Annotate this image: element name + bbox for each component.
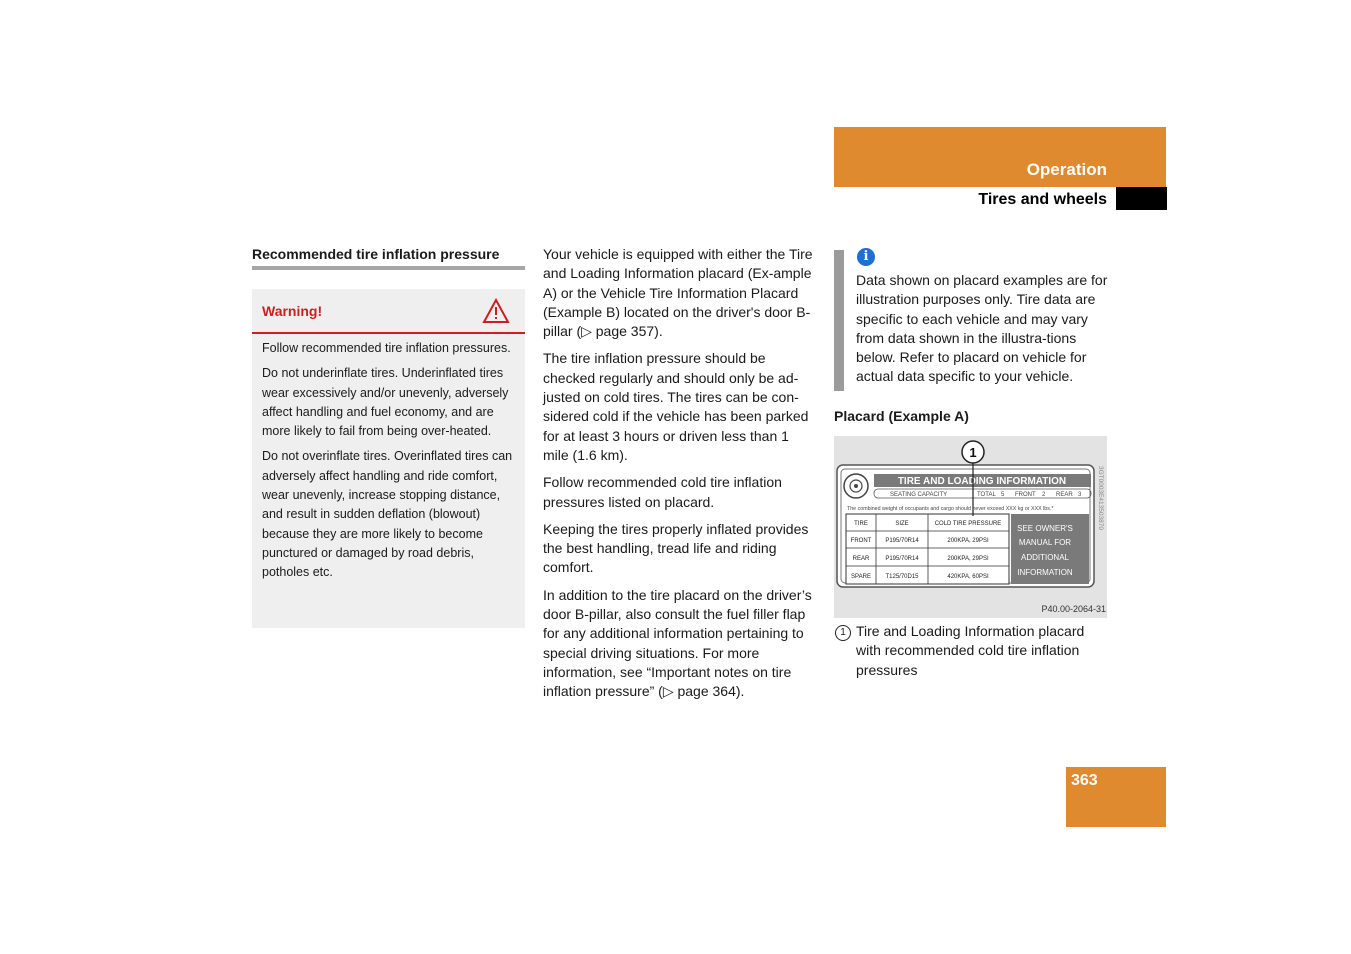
table-header: SIZE	[895, 521, 909, 527]
header-tab-marker	[1116, 187, 1167, 210]
rear-value: 3	[1078, 492, 1082, 498]
manual-note-line: INFORMATION	[1017, 568, 1073, 577]
figure-caption: Tire and Loading Information placard with recommended cold tire inflation pressures	[856, 623, 1085, 678]
placard-illustration	[834, 436, 1107, 618]
total-value: 5	[1001, 492, 1005, 498]
placard-side-code: 3GT0003E413503870	[1097, 466, 1104, 530]
warning-paragraph: Follow recommended tire inflation pressures.	[262, 341, 511, 355]
subsection-title: Tires and wheels	[978, 191, 1107, 208]
body-paragraph: The tire inflation pressure should be checked regularly and should only be ad-justed on cold tires. The tires can be con-sidered cold if the vehicle has been parked for at least 3 hours or driven less than 1 mile (1.6 km).	[543, 350, 809, 463]
table-cell: T125/70D15	[885, 574, 919, 580]
callout-number: 1	[969, 445, 977, 460]
figure-code: P40.00-2064-31	[1041, 604, 1106, 614]
rear-label: REAR	[1056, 492, 1073, 498]
manual-note-line: MANUAL FOR	[1018, 538, 1072, 547]
warning-paragraph: Do not underinflate tires. Underinflated tires wear excessively and/or unevenly, adversely affect handling and fuel economy, and are more likely to fail from being over-heated.	[262, 366, 509, 439]
info-note: Data shown on placard examples are for illustration purposes only. Tire data are specific to each vehicle and may vary from data shown in the illustra-tions below. Refer to placard on vehicle for actual data specific to your vehicle.	[856, 272, 1108, 385]
table-cell: P195/70R14	[885, 538, 919, 544]
section-heading: Recommended tire inflation pressure	[252, 246, 500, 262]
info-icon: i	[857, 248, 875, 266]
caption-number: 1	[835, 625, 851, 641]
warning-title: Warning!	[262, 303, 323, 319]
info-bar	[834, 250, 844, 391]
table-cell: 420KPA, 60PSI	[947, 574, 989, 580]
table-cell: 200KPA, 29PSI	[947, 538, 989, 544]
table-header: TIRE	[854, 521, 868, 527]
warning-triangle-icon	[482, 298, 510, 324]
table-cell: FRONT	[850, 538, 872, 544]
warning-body	[262, 339, 518, 589]
body-paragraph: Keeping the tires properly inflated provides the best handling, tread life and riding comfort.	[543, 520, 809, 576]
front-label: FRONT	[1015, 492, 1036, 498]
table-cell: SPARE	[851, 574, 871, 580]
header-band	[834, 127, 1166, 187]
body-paragraph: In addition to the tire placard on the driver’s door B-pillar, also consult the fuel filler flap for any additional information pertaining to special driving situations. For more information, see “Important notes on tire inflation pressure” (▷ page 364).	[543, 586, 812, 700]
placard-heading: Placard (Example A)	[834, 408, 969, 424]
body-text	[543, 245, 818, 710]
seating-capacity-label: SEATING CAPACITY	[890, 492, 948, 498]
weight-note: The combined weight of occupants and cargo should never exceed XXX kg or XXX lbs.*	[847, 506, 1054, 512]
page-number: 363	[1071, 772, 1098, 789]
placard-title: TIRE AND LOADING INFORMATION	[897, 476, 1067, 487]
placard-figure	[834, 436, 1107, 618]
section-title: Operation	[1026, 160, 1107, 179]
heading-rule	[252, 266, 525, 270]
warning-paragraph: Do not overinflate tires. Overinflated tires can adversely affect handling and ride comfort, wear unevenly, increase stopping distance, and result in sudden deflation (blowout) because they are more likely to become punctured or damaged by road debris, potholes etc.	[262, 449, 513, 580]
body-paragraph: Follow recommended cold tire inflation pressures listed on placard.	[543, 474, 782, 510]
front-value: 2	[1042, 492, 1046, 498]
warning-rule	[252, 332, 525, 334]
table-header: COLD TIRE PRESSURE	[934, 521, 1002, 527]
table-cell: P195/70R14	[885, 556, 919, 562]
table-cell: 200KPA, 29PSI	[947, 556, 989, 562]
table-cell: REAR	[852, 556, 870, 562]
manual-note-line: ADDITIONAL	[1020, 553, 1070, 562]
total-label: TOTAL	[977, 492, 996, 498]
body-paragraph: Your vehicle is equipped with either the Tire and Loading Information placard (Ex-ample A) or the Vehicle Tire Information Placard (Example B) located on the driver's door B-pillar (▷ page 357).	[543, 246, 813, 340]
manual-note-line: SEE OWNER'S	[1017, 524, 1073, 533]
